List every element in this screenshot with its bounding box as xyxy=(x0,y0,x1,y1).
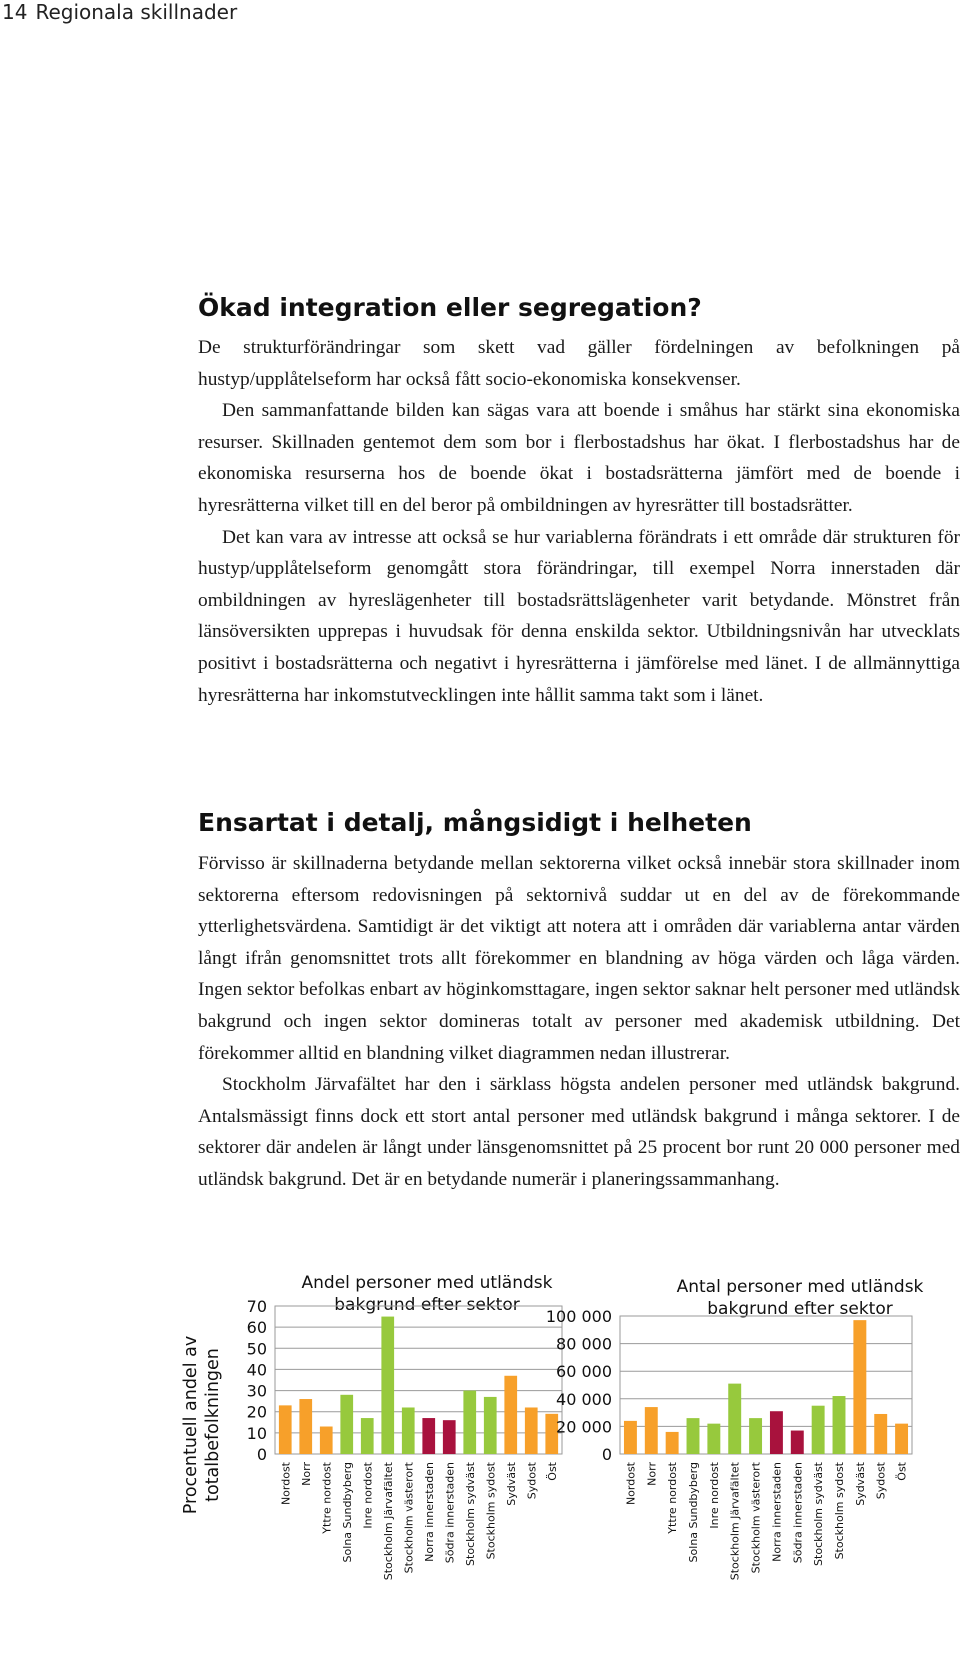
y-tick-label: 10 xyxy=(246,1423,267,1443)
bar-solna-sundbyberg xyxy=(340,1395,353,1454)
bar-norr xyxy=(299,1399,312,1454)
x-tick-label: Södra innerstaden xyxy=(443,1462,457,1564)
y-tick-label: 30 xyxy=(246,1381,267,1401)
bar-södra-innerstaden xyxy=(443,1420,456,1454)
x-tick-label: Norra innerstaden xyxy=(422,1462,436,1562)
x-tick-label: Nordost xyxy=(624,1462,638,1506)
x-tick-label: Öst xyxy=(545,1462,559,1481)
x-tick-label: Yttre nordost xyxy=(666,1462,680,1534)
x-tick-label: Stockholm Järvafältet xyxy=(381,1462,395,1581)
bar-inre-nordost xyxy=(707,1424,720,1454)
bar-öst xyxy=(895,1424,908,1454)
bar-stockholm-västerort xyxy=(749,1418,762,1454)
chart1-y-axis-label: Procentuell andel av totalbefolkningen xyxy=(181,1335,223,1515)
y-tick-label: 40 000 xyxy=(556,1389,612,1409)
section-body-ensartat xyxy=(198,848,960,1196)
x-tick-label: Sydost xyxy=(525,1462,539,1500)
bar-nordost xyxy=(279,1405,292,1454)
y-tick-label: 0 xyxy=(601,1445,612,1464)
x-tick-label: Öst xyxy=(895,1462,909,1481)
x-tick-label: Södra innerstaden xyxy=(791,1462,805,1564)
y-tick-label: 80 000 xyxy=(556,1334,612,1354)
bar-stockholm-järvafältet xyxy=(381,1317,394,1454)
section-heading-integration: Ökad integration eller segregation? xyxy=(198,293,702,322)
y-tick-label: 20 xyxy=(246,1402,267,1422)
chart-frame xyxy=(275,1306,562,1454)
section-body-integration xyxy=(198,332,960,711)
bar-sydväst xyxy=(853,1320,866,1454)
paragraph: Det kan vara av intresse att också se hur variablerna förändrats i ett område där strukturen för hustyp/upplåtelseform genomgått stora förändringar, till exempel Norra innerstaden där ombildningen av hyreslägenheter till bostadsrättslägenheter varit betydande. Mönstret från länsöversikten upprepas i huvudsak för denna enskilda sektor. Utbildningsnivån har utvecklats positivt i bostadsrätterna och negativt i hyresrätterna i jämförelse med länet. I de allmännyttiga hyresrätterna har inkomstutvecklingen inte hållit samma takt som i länet. xyxy=(198,526,960,706)
paragraph: Den sammanfattande bilden kan sägas vara att boende i småhus har stärkt sina ekonomiska resurser. Skillnaden gentemot dem som bor i flerbostadshus har ökat. I flerbostadshus har de ekonomiska resurserna hos de boende ökat i bostadsrätterna jämfört med de boende i hyresrätterna vilket till en del beror på ombildningen av hyresrätter till bostadsrätter. xyxy=(198,400,960,516)
x-tick-label: Sydost xyxy=(874,1462,888,1500)
bar-stockholm-sydväst xyxy=(812,1406,825,1454)
x-tick-label: Stockholm sydost xyxy=(484,1462,498,1560)
chart-share-foreign-background xyxy=(195,1265,585,1667)
bar-norr xyxy=(645,1407,658,1454)
paragraph: Förvisso är skillnaderna betydande mellan sektorerna vilket också innebär stora skillnader inom sektorerna eftersom redovisningen på sektornivå suddar ut en del av de förekommande ytterlighetsvärdena. Samtidigt är det viktigt att notera att i områden där variablerna antar värden långt ifrån genomsnittet trots allt förekommer en blandning av höga värden och låga värden. Ingen sektor befolkas enbart av höginkomsttagare, ingen sektor saknar helt personer med utländsk bakgrund och ingen sektor domineras totalt av personer med akademisk utbildning. Det förekommer alltid en blandning vilket diagrammen nedan illustrerar. xyxy=(198,853,960,1064)
page-header xyxy=(0,0,237,24)
y-tick-label: 60 000 xyxy=(556,1362,612,1382)
x-tick-label: Stockholm västerort xyxy=(749,1462,763,1574)
y-tick-label: 40 xyxy=(246,1360,267,1380)
y-tick-label: 0 xyxy=(256,1445,267,1464)
y-tick-label: 20 000 xyxy=(556,1417,612,1437)
x-tick-label: Norr xyxy=(299,1462,313,1486)
paragraph: Stockholm Järvafältet har den i särklass högsta andelen personer med utländsk bakgrund. Antalsmässigt finns dock ett stort antal personer med utländsk bakgrund i många sektorer. I de sektorer där andelen är långt under länsgenomsnittet på 25 procent bor runt 20 000 personer med utländsk bakgrund. Det är en betydande numerär i planeringssammanhang. xyxy=(198,1074,960,1190)
bar-norra-innerstaden xyxy=(422,1418,435,1454)
chart2-title: Antal personer med utländsk bakgrund efter sektor xyxy=(676,1277,924,1319)
running-title: Regionala skillnader xyxy=(35,0,238,24)
bar-stockholm-sydväst xyxy=(463,1391,476,1454)
x-tick-label: Sydväst xyxy=(504,1462,518,1506)
bar-yttre-nordost xyxy=(320,1427,333,1454)
y-tick-label: 60 xyxy=(246,1318,267,1338)
chart2-svg xyxy=(545,1265,960,1667)
chart1-svg xyxy=(195,1265,585,1667)
x-tick-label: Inre nordost xyxy=(707,1462,721,1529)
bar-sydost xyxy=(874,1414,887,1454)
x-tick-label: Inre nordost xyxy=(361,1462,375,1529)
x-tick-label: Stockholm västerort xyxy=(402,1462,416,1574)
paragraph: De strukturförändringar som skett vad gäller fördelningen av befolkningen på hustyp/upplåtelseform har också fått socio-ekonomiska konsekvenser. xyxy=(198,337,960,390)
chart-frame xyxy=(620,1316,912,1454)
x-tick-label: Nordost xyxy=(279,1462,293,1506)
bar-norra-innerstaden xyxy=(770,1411,783,1454)
x-tick-label: Sydväst xyxy=(853,1462,867,1506)
x-tick-label: Norra innerstaden xyxy=(770,1462,784,1562)
x-tick-label: Stockholm Järvafältet xyxy=(728,1462,742,1581)
bar-inre-nordost xyxy=(361,1418,374,1454)
x-tick-label: Yttre nordost xyxy=(320,1462,334,1534)
bar-stockholm-sydost xyxy=(833,1396,846,1454)
bar-solna-sundbyberg xyxy=(687,1418,700,1454)
x-tick-label: Stockholm sydväst xyxy=(463,1462,477,1566)
chart-count-foreign-background xyxy=(545,1265,960,1667)
y-tick-label: 50 xyxy=(246,1339,267,1359)
bar-stockholm-järvafältet xyxy=(728,1384,741,1454)
x-tick-label: Solna Sundbyberg xyxy=(340,1462,354,1563)
page-number: 14 xyxy=(2,0,28,24)
x-tick-label: Solna Sundbyberg xyxy=(687,1462,700,1563)
y-tick-label: 70 xyxy=(246,1297,267,1316)
chart1-title: Andel personer med utländsk bakgrund efter sektor xyxy=(301,1273,553,1315)
y-tick-label: 100 000 xyxy=(545,1307,612,1326)
x-tick-label: Stockholm sydväst xyxy=(812,1462,826,1566)
bar-stockholm-västerort xyxy=(402,1407,415,1454)
x-tick-label: Stockholm sydost xyxy=(833,1462,846,1560)
bar-södra-innerstaden xyxy=(791,1431,804,1454)
bar-nordost xyxy=(624,1421,637,1454)
bar-yttre-nordost xyxy=(666,1432,679,1454)
bar-sydost xyxy=(525,1407,538,1454)
bar-stockholm-sydost xyxy=(484,1397,497,1454)
x-tick-label: Norr xyxy=(645,1462,659,1486)
section-heading-ensartat: Ensartat i detalj, mångsidigt i helheten xyxy=(198,808,752,837)
bar-sydväst xyxy=(504,1376,517,1454)
